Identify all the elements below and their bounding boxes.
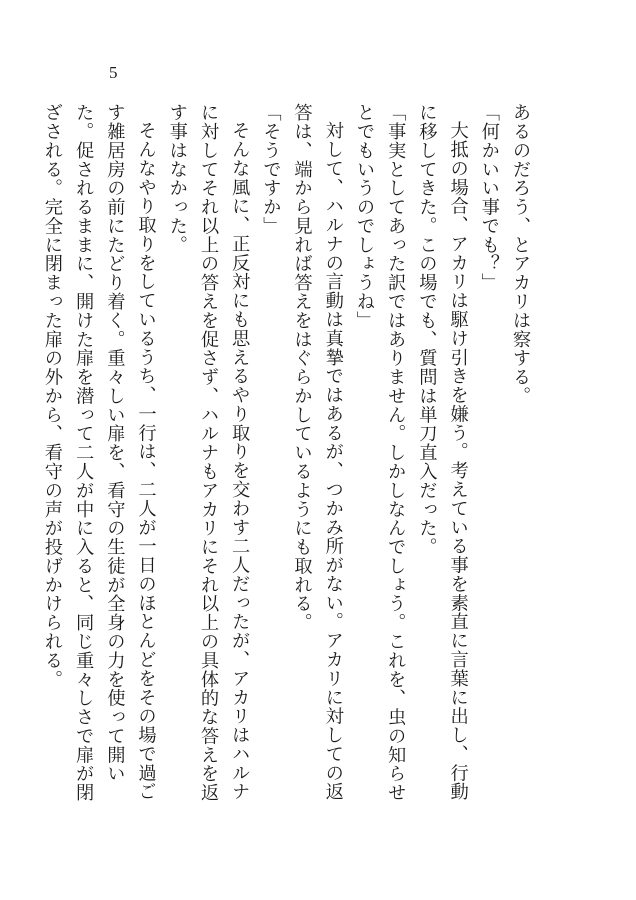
dialogue-line: 「事実としてあった訳ではありません。しかしなんでしょう。これを、虫の知らせとでもいうのでしょうね」 <box>353 103 407 802</box>
paragraph: 対して、ハルナの言動は真摯ではあるが、つかみ所がない。アカリに対しての返答は、端から見れば答えをはぐらかしているようにも取れる。 <box>291 103 344 802</box>
paragraph: そんなやり取りをしているうち、一行は、二人が一日のほとんどをその場で過ごす雑居房の前にたどり着く。重々しい扉を、看守の生徒が全身の力を使って開いた。促されるままに、開けた扉を潜って二人が中に入ると、同じ重々しさで扉が閉ざされる。完全に閉まった扉の外から、看守の声が投げかけられる。 <box>41 103 157 802</box>
dialogue-line: 「何かいい事でも？」 <box>478 103 500 292</box>
dialogue-line: 「そうですか」 <box>260 103 282 236</box>
paragraph: あるのだろう、とアカリは察する。 <box>510 103 531 406</box>
body-text <box>41 103 536 813</box>
page-number: 5 <box>109 63 118 82</box>
paragraph: そんな風に、正反対にも思えるやり取りを交わす二人だったが、アカリはハルナに対してそれ以上の答えを促さず、ハルナもアカリにそれ以上の具体的な答えを返す事はなかった。 <box>166 103 251 802</box>
paragraph: 大抵の場合、アカリは駆け引きを嫌う。考えている事を素直に言葉に出し、行動に移してきた。この場でも、質問は単刀直入だった。 <box>416 103 469 802</box>
